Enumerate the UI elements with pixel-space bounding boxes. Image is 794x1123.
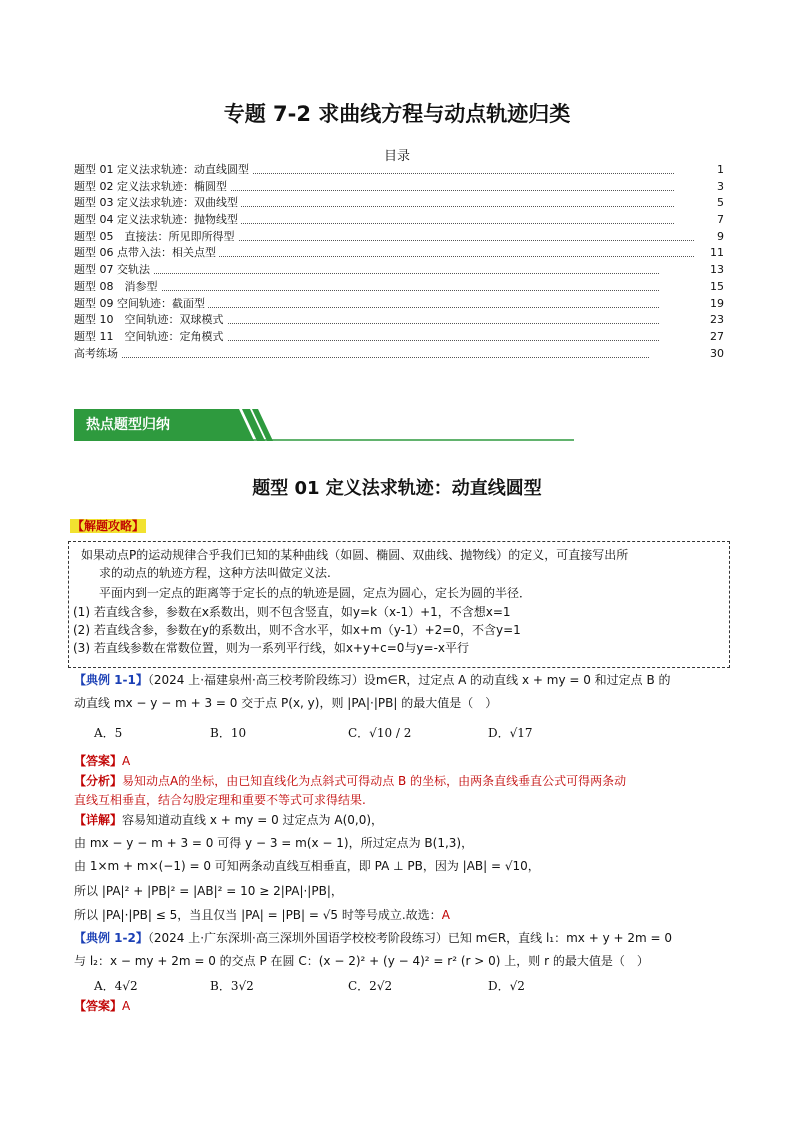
detail-text: 容易知道动直线 x + my = 0 过定点为 A(0,0)，	[122, 813, 384, 827]
option-a: A．5	[94, 726, 123, 740]
toc-label: 题型 10 空间轨迹：双球模式	[74, 312, 227, 329]
analysis-text: 易知动点A的坐标，由已知直线化为点斜式可得动点 B 的坐标，由两条直线垂直公式可得两条动	[122, 774, 627, 788]
example-source: （2024 上·广东深圳·高三深圳外国语学校校考阶段练习）	[147, 931, 448, 945]
toc-row[interactable]	[74, 346, 724, 363]
detail-line: 所以 |PA|² + |PB|² = |AB|² = 10 ≥ 2|PA|·|PB|，	[74, 884, 343, 898]
example-text: 设m∈R，过定点 A 的动直线 x + my = 0 和过定点 B 的	[363, 673, 671, 687]
toc-leader-dots	[74, 273, 659, 274]
toc-page-number: 19	[707, 296, 724, 313]
section-banner	[74, 405, 574, 441]
detail-line	[74, 811, 383, 828]
detail-line	[74, 906, 450, 923]
toc-label: 题型 01 定义法求轨迹：动直线圆型	[74, 162, 252, 179]
toc-row[interactable]	[74, 279, 724, 296]
option-b: B．10	[210, 726, 247, 740]
toc-leader-dots	[74, 290, 659, 291]
answer-line	[74, 997, 130, 1014]
toc-page-number: 15	[707, 279, 724, 296]
analysis-line: 直线互相垂直，结合勾股定理和重要不等式可求得结果.	[74, 793, 366, 807]
banner-label: 热点题型归纳	[86, 417, 170, 433]
toc-row[interactable]	[74, 262, 724, 279]
example-1-1-line2: 动直线 mx − y − m + 3 = 0 交于点 P(x, y)，则 |PA|·|PB| 的最大值是（ ）	[74, 696, 498, 710]
toc-page-number: 27	[707, 329, 724, 346]
analysis-line	[74, 772, 626, 789]
detail-line: 由 mx − y − m + 3 = 0 可得 y − 3 = m(x − 1)，所过定点为 B(1,3)，	[74, 836, 474, 850]
toc-page-number: 11	[707, 245, 724, 262]
toc-row[interactable]	[74, 245, 724, 262]
toc-label: 题型 07 交轨法	[74, 262, 153, 279]
toc-page-number: 30	[707, 346, 724, 363]
example-1-2-line1	[74, 929, 672, 946]
example-1-2-line2: 与 l₂：x − my + 2m = 0 的交点 P 在圆 C：(x − 2)² + (y − 4)² = r² (r > 0) 上，则 r 的最大值是（ ）	[74, 954, 649, 968]
toc-page-number: 1	[714, 162, 724, 179]
answer-line	[74, 752, 130, 769]
toc-label: 题型 04 定义法求轨迹：抛物线型	[74, 212, 241, 229]
toc-leader-dots	[74, 357, 649, 358]
example-tag: 【典例 1-2】	[74, 931, 148, 945]
strategy-line: (2) 若直线含参，参数在y的系数出，则不含水平，如x+m（y-1）+2=0，不含y=1	[73, 623, 521, 637]
toc-label: 高考练场	[74, 346, 121, 363]
toc-row[interactable]	[74, 212, 724, 229]
toc-page-number: 7	[714, 212, 724, 229]
option-c: C．√10 / 2	[348, 726, 412, 740]
strategy-line: (3) 若直线参数在常数位置，则为一系列平行线，如x+y+c=0与y=-x平行	[73, 641, 470, 655]
analysis-tag: 【分析】	[74, 774, 123, 788]
toc-page-number: 3	[714, 179, 724, 196]
detail-line: 由 1×m + m×(−1) = 0 可知两条动直线互相垂直，即 PA ⊥ PB，因为 |AB| = √10，	[74, 859, 540, 873]
toc-page-number: 23	[707, 312, 724, 329]
strategy-line: (1) 若直线含参，参数在x系数出，则不包含竖直，如y=k（x-1）+1，不含想x=1	[73, 605, 511, 619]
toc-label: 题型 03 定义法求轨迹：双曲线型	[74, 195, 241, 212]
toc-page-number: 9	[714, 229, 724, 246]
detail-text: 所以 |PA|·|PB| ≤ 5，当且仅当 |PA| = |PB| = √5 时等号成立.故选：	[74, 908, 442, 922]
toc-label: 题型 05 直接法：所见即所得型	[74, 229, 238, 246]
toc-heading: 目录	[383, 149, 410, 164]
toc-row[interactable]	[74, 296, 724, 313]
toc-label: 题型 08 消参型	[74, 279, 161, 296]
toc-row[interactable]	[74, 162, 724, 179]
option-a: A．4√2	[94, 979, 138, 993]
answer-value: A	[122, 754, 131, 768]
toc-row[interactable]	[74, 195, 724, 212]
answer-tag: 【答案】	[74, 999, 123, 1013]
answer-value: A	[122, 999, 131, 1013]
example-source: （2024 上·福建泉州·高三校考阶段练习）	[147, 673, 364, 687]
toc-row[interactable]	[74, 179, 724, 196]
toc-label: 题型 11 空间轨迹：定角模式	[74, 329, 227, 346]
option-d: D．√17	[488, 726, 533, 740]
option-d: D．√2	[488, 979, 525, 993]
option-c: C．2√2	[348, 979, 393, 993]
detail-tag: 【详解】	[74, 813, 123, 827]
example-tag: 【典例 1-1】	[74, 673, 148, 687]
strategy-line: 平面内到一定点的距离等于定长的点的轨迹是圆，定点为圆心，定长为圆的半径．	[99, 586, 532, 600]
toc-row[interactable]	[74, 329, 724, 346]
strategy-box	[68, 541, 730, 668]
toc-row[interactable]	[74, 312, 724, 329]
toc-row[interactable]	[74, 229, 724, 246]
strategy-tag	[70, 515, 146, 534]
table-of-contents	[74, 162, 724, 362]
toc-page-number: 13	[707, 262, 724, 279]
page-title: 专题 7-2 求曲线方程与动点轨迹归类	[223, 102, 571, 126]
section-title: 题型 01 定义法求轨迹：动直线圆型	[252, 478, 542, 499]
option-b: B．3√2	[210, 979, 254, 993]
strategy-line: 求的动点的轨迹方程，这种方法叫做定义法.	[99, 566, 331, 580]
toc-label: 题型 06 点带入法：相关点型	[74, 245, 219, 262]
toc-page-number: 5	[714, 195, 724, 212]
strategy-tag-label: 【解题攻略】	[72, 519, 145, 533]
detail-choice: A	[441, 908, 450, 922]
toc-label: 题型 09 空间轨迹：截面型	[74, 296, 208, 313]
answer-tag: 【答案】	[74, 754, 123, 768]
example-1-1-line1	[74, 671, 671, 688]
toc-label: 题型 02 定义法求轨迹：椭圆型	[74, 179, 230, 196]
strategy-line: 如果动点P的运动规律合乎我们已知的某种曲线（如圆、椭圆、双曲线、抛物线）的定义，可直接写出所	[81, 548, 629, 562]
example-text: 已知 m∈R，直线 l₁：mx + y + 2m = 0	[447, 931, 673, 945]
